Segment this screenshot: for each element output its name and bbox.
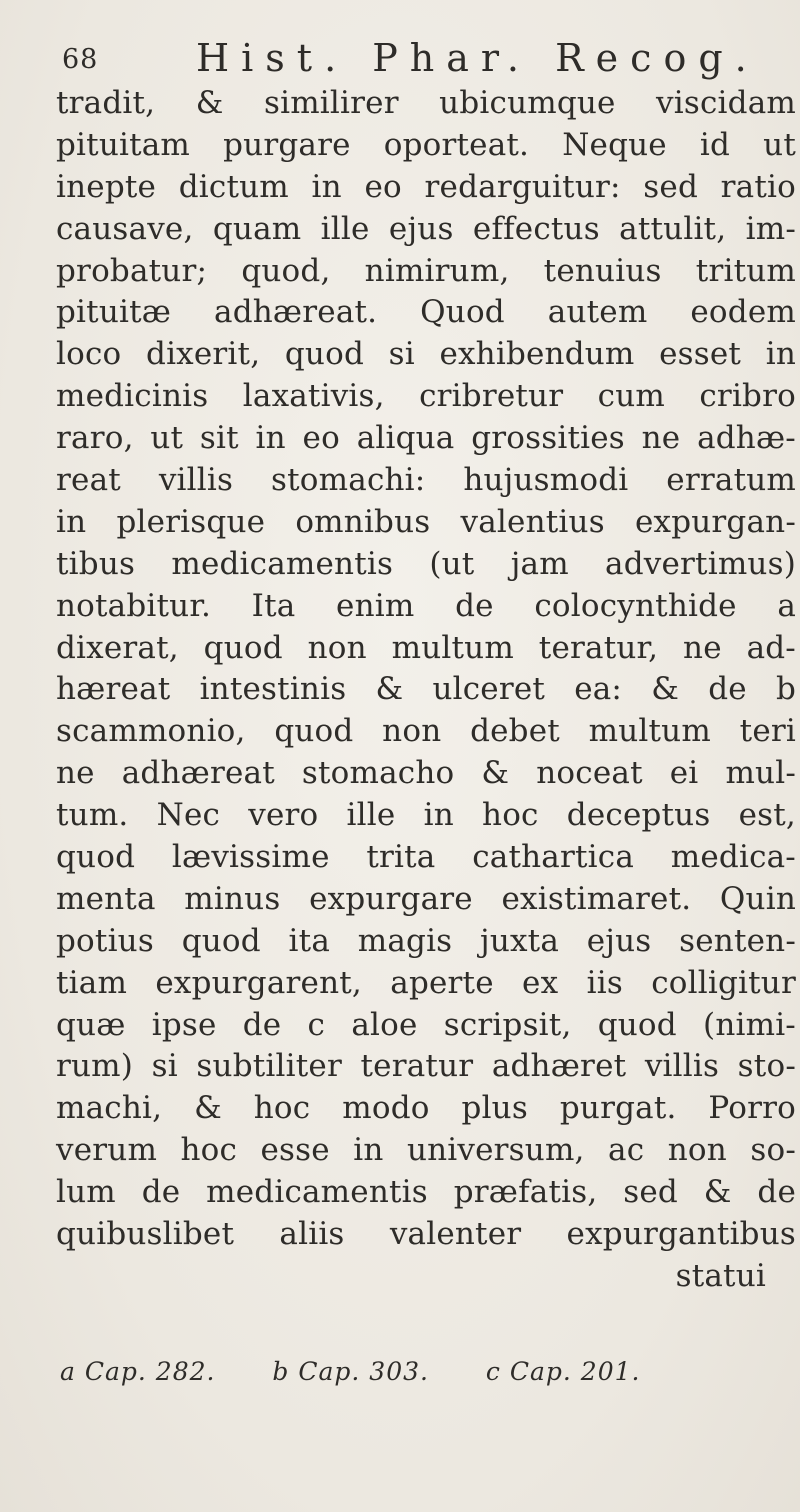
text-line: raro, ut sit in eo aliqua grossities ne adhæ- (56, 420, 796, 457)
text-line: scammonio, quod non debet multum teri (56, 713, 796, 750)
footnote-b: b Cap. 303. (272, 1357, 429, 1386)
text-line: potius quod ita magis juxta ejus senten- (56, 922, 796, 959)
text-line: rum) si subtiliter teratur adhæret villis sto- (56, 1048, 796, 1085)
text-line: tiam expurgarent, aperte ex iis colligitur (56, 964, 796, 1001)
text-line: quæ ipse de c aloe scripsit, quod (nimi- (56, 1006, 796, 1043)
text-line: notabitur. Ita enim de colocynthide a (56, 587, 796, 624)
catchword: statui (675, 1257, 766, 1294)
text-line: medicinis laxativis, cribretur cum cribro (56, 378, 796, 415)
text-line: tum. Nec vero ille in hoc deceptus est, (56, 797, 796, 834)
text-line: machi, & hoc modo plus purgat. Porro (56, 1090, 796, 1127)
text-line: probatur; quod, nimirum, tenuius tritum (56, 252, 796, 289)
text-line: dixerat, quod non multum teratur, ne ad- (56, 629, 796, 666)
text-line: pituitæ adhæreat. Quod autem eodem (56, 294, 796, 331)
page-header (62, 34, 782, 90)
text-line: lum de medicamentis præfatis, sed & de (56, 1174, 796, 1211)
text-line: quibuslibet aliis valenter expurgantibus (56, 1216, 796, 1253)
text-line: quod lævissime trita cathartica medica- (56, 839, 796, 876)
text-line: tibus medicamentis (ut jam advertimus) (56, 545, 796, 582)
text-line: in plerisque omnibus valentius expurgan- (56, 503, 796, 540)
footnotes (60, 1357, 760, 1386)
footnote-a: a Cap. 282. (60, 1357, 216, 1386)
text-line: loco dixerit, quod si exhibendum esset in (56, 336, 796, 373)
page-number: 68 (62, 44, 99, 75)
footnote-c: c Cap. 201. (485, 1357, 641, 1386)
text-line: reat villis stomachi: hujusmodi erratum (56, 462, 796, 499)
text-line: causave, quam ille ejus effectus attulit, im- (56, 210, 796, 247)
body-text (56, 83, 796, 1298)
text-line: verum hoc esse in universum, ac non so- (56, 1132, 796, 1169)
text-line: pituitam purgare oporteat. Neque id ut (56, 126, 796, 163)
text-line: menta minus expurgare existimaret. Quin (56, 880, 796, 917)
text-line: ne adhæreat stomacho & noceat ei mul- (56, 755, 796, 792)
text-line: inepte dictum in eo redarguitur: sed ratio (56, 168, 796, 205)
running-head: Hist. Phar. Recog. (196, 36, 759, 80)
text-line: hæreat intestinis & ulceret ea: & de b (56, 671, 796, 708)
text-line: tradit, & similirer ubicumque viscidam (56, 85, 796, 121)
